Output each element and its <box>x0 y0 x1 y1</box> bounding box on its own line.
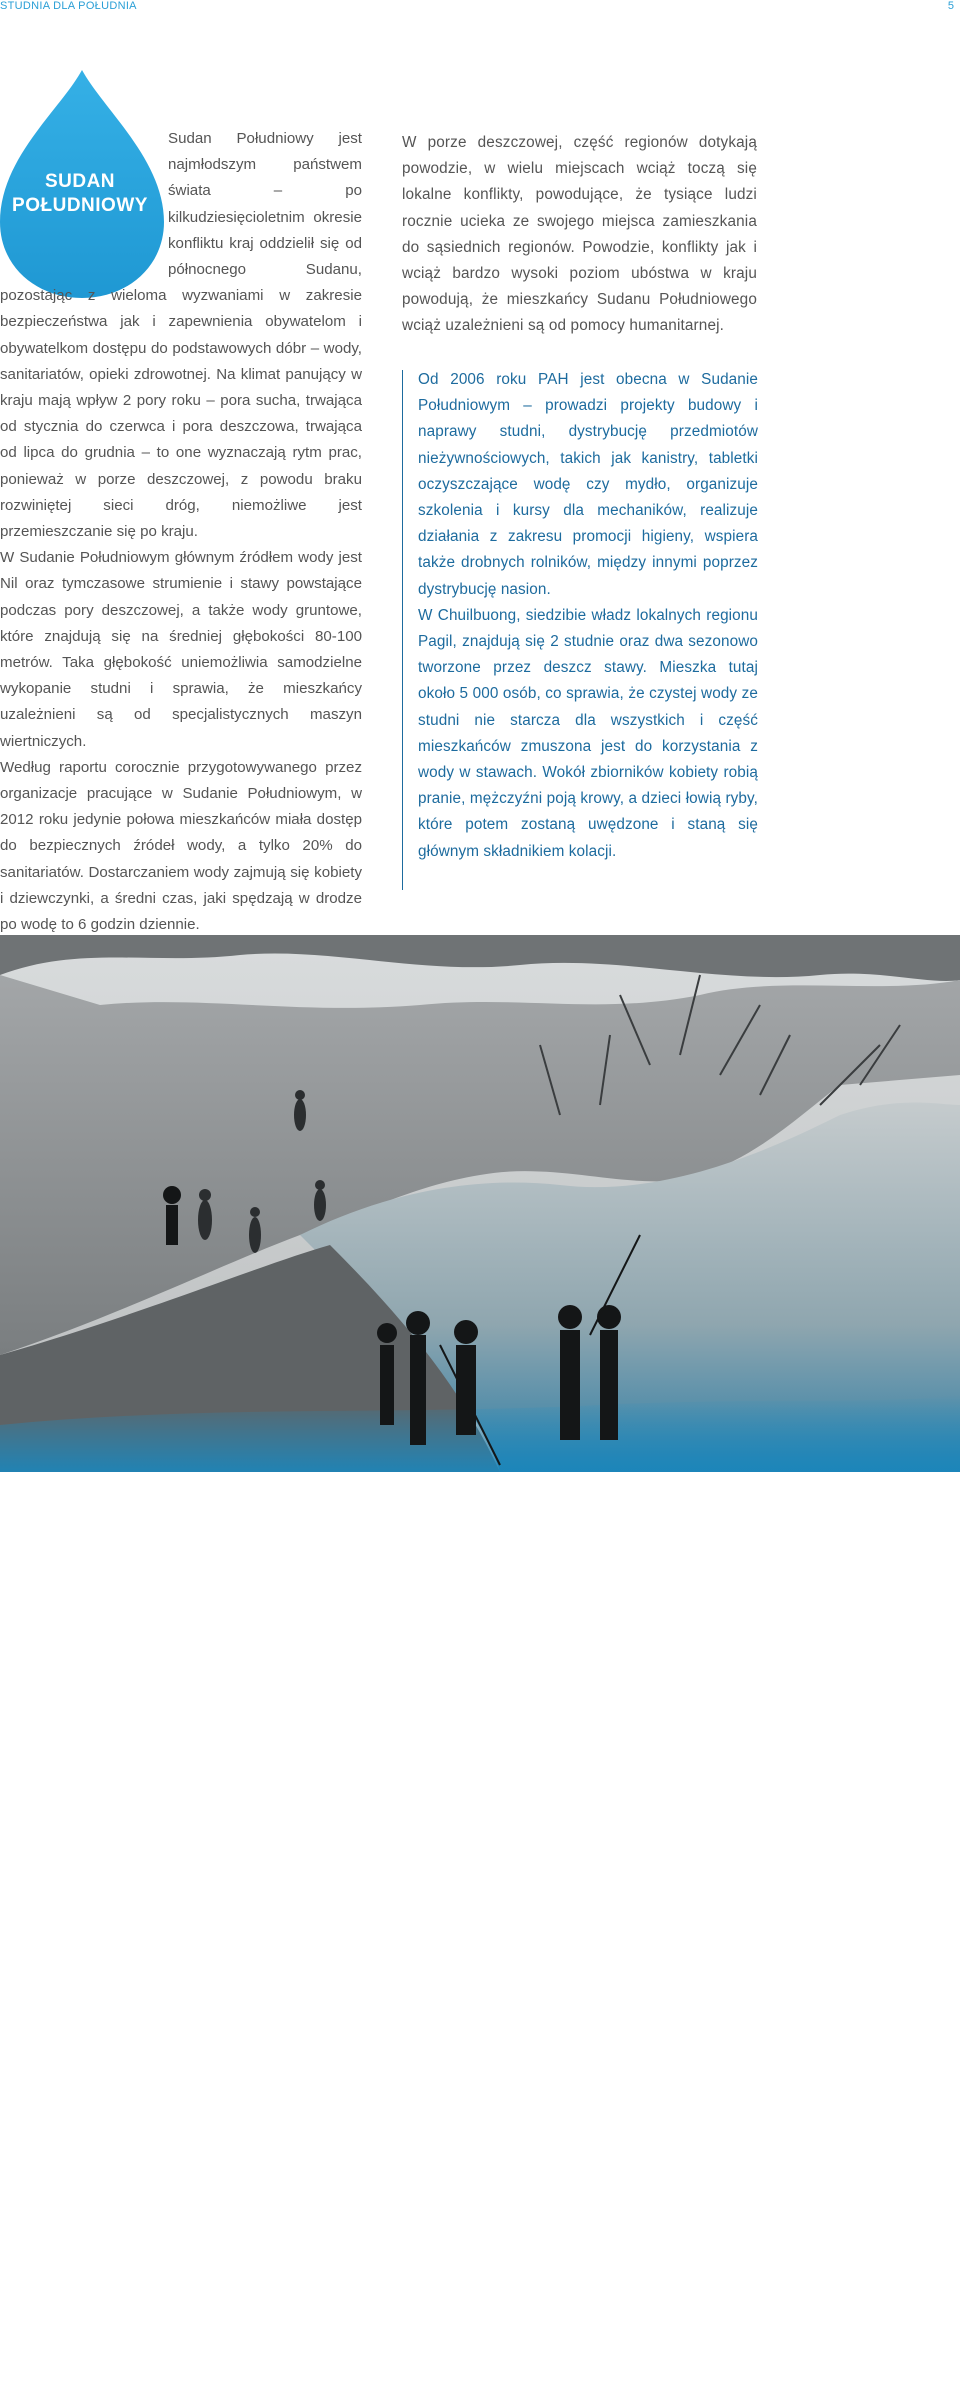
pah-paragraph-1: Od 2006 roku PAH jest obecna w Sudanie Południowym – prowadzi projekty budowy i naprawy studni, dystrybucję przedmiotów nieżywnościowych, takich jak kanistry, tabletki oczyszczające wodę czy mydło, organizuje szkolenia i kursy dla mechaników, realizuje działania z zakresu promocji higieny, wspiera także drobnych rolników, między innymi poprzez dystrybucję nasion. <box>418 371 758 598</box>
right-column <box>402 130 757 340</box>
left-paragraph-3: Według raportu corocznie przygotowywanego przez organizacje pracujące w Sudanie Południowym, w 2012 roku jedynie połowa mieszkańców miała dostęp do bezpiecznych źródeł wody, a tylko 20% do sanitariatów. Dostarczaniem wody zajmują się kobiety i dziewczynki, a średni czas, jaki spędzają w drodze po wodę to 6 godzin dziennie. <box>0 758 362 934</box>
caption-text: Sezonowy zbiornik z wodą deszczową stanowi źródło wody. Chuilbuong, Sudan Południowy, 2013. <box>617 2331 948 2365</box>
badge-line-2: POŁUDNIOWY <box>12 195 148 216</box>
badge-line-1: SUDAN <box>44 171 116 192</box>
photo-caption <box>617 2329 952 2388</box>
left-paragraph-1: Sudan Południowy jest najmłodszym państwem świata – po kilkudziesięcioletnim okresie konfliktu kraj oddzielił się od północnego Sudanu, pozostając z wieloma wyzwaniami w zakresie bezpieczeństwa jak i zapewnienia obywatelom i obywatelkom dostępu do podstawowych dóbr – wody, sanitariatów, opieki zdrowotnej. Na klimat panujący w kraju mają wpływ 2 pory roku – pora sucha, trwająca od stycznia do czerwca i pora deszczowa, trwająca od lipca do grudnia – to one wyznaczają rytm prac, ponieważ w porze deszczowej, z powodu braku rozwiniętej sieci dróg, niemożliwe jest przemieszczanie się po kraju. <box>0 130 362 541</box>
left-paragraph-2: W Sudanie Południowym głównym źródłem wody jest Nil oraz tymczasowe strumienie i stawy powstające podczas pory deszczowej, a także wody gruntowe, które znajdują się na średniej głębokości 80-100 metrów. Taka głębokość uniemożliwia samodzielne wykopanie studni i sprawia, że mieszkańcy uzależnieni są od specjalistycznych maszyn wiertniczych. <box>0 549 362 750</box>
pah-paragraph-2: W Chuilbuong, siedzibie władz lokalnych regionu Pagil, znajdują się 2 studnie oraz dwa sezonowo tworzone przez deszcz stawy. Mieszka tutaj około 5 000 osób, co sprawia, że czystej wody ze studni nie starcza dla wszystkich i część mieszkańców zmuszona jest do korzystania z wody w stawach. Wokół zbiorników kobiety robią pranie, mężczyźni poją krowy, a dzieci łowią ryby, które potem zostaną uwędzone i staną się głównym składnikiem kolacji. <box>418 606 758 860</box>
page-header <box>0 0 960 14</box>
running-title: STUDNIA DLA POŁUDNIA <box>0 0 137 12</box>
page-number: 5 <box>947 0 954 12</box>
left-column <box>0 126 362 938</box>
right-paragraph-1: W porze deszczowej, część regionów dotykają powodzie, w wielu miejscach wciąż toczą się lokalne konflikty, powodujące, że tysiące ludzi rocznie ucieka ze swojego miejsca zamieszkania do sąsiednich regionów. Powodzie, konflikty jak i wciąż bardzo wysoki poziom ubóstwa w kraju powodują, że mieszkańcy Sudanu Południowego wciąż uzależnieni są od pomocy humanitarnej. <box>402 134 757 335</box>
pah-column <box>418 367 758 865</box>
photo-credit: FOT. PAH <box>617 2373 662 2383</box>
photo-seasonal-pond <box>0 935 960 2383</box>
